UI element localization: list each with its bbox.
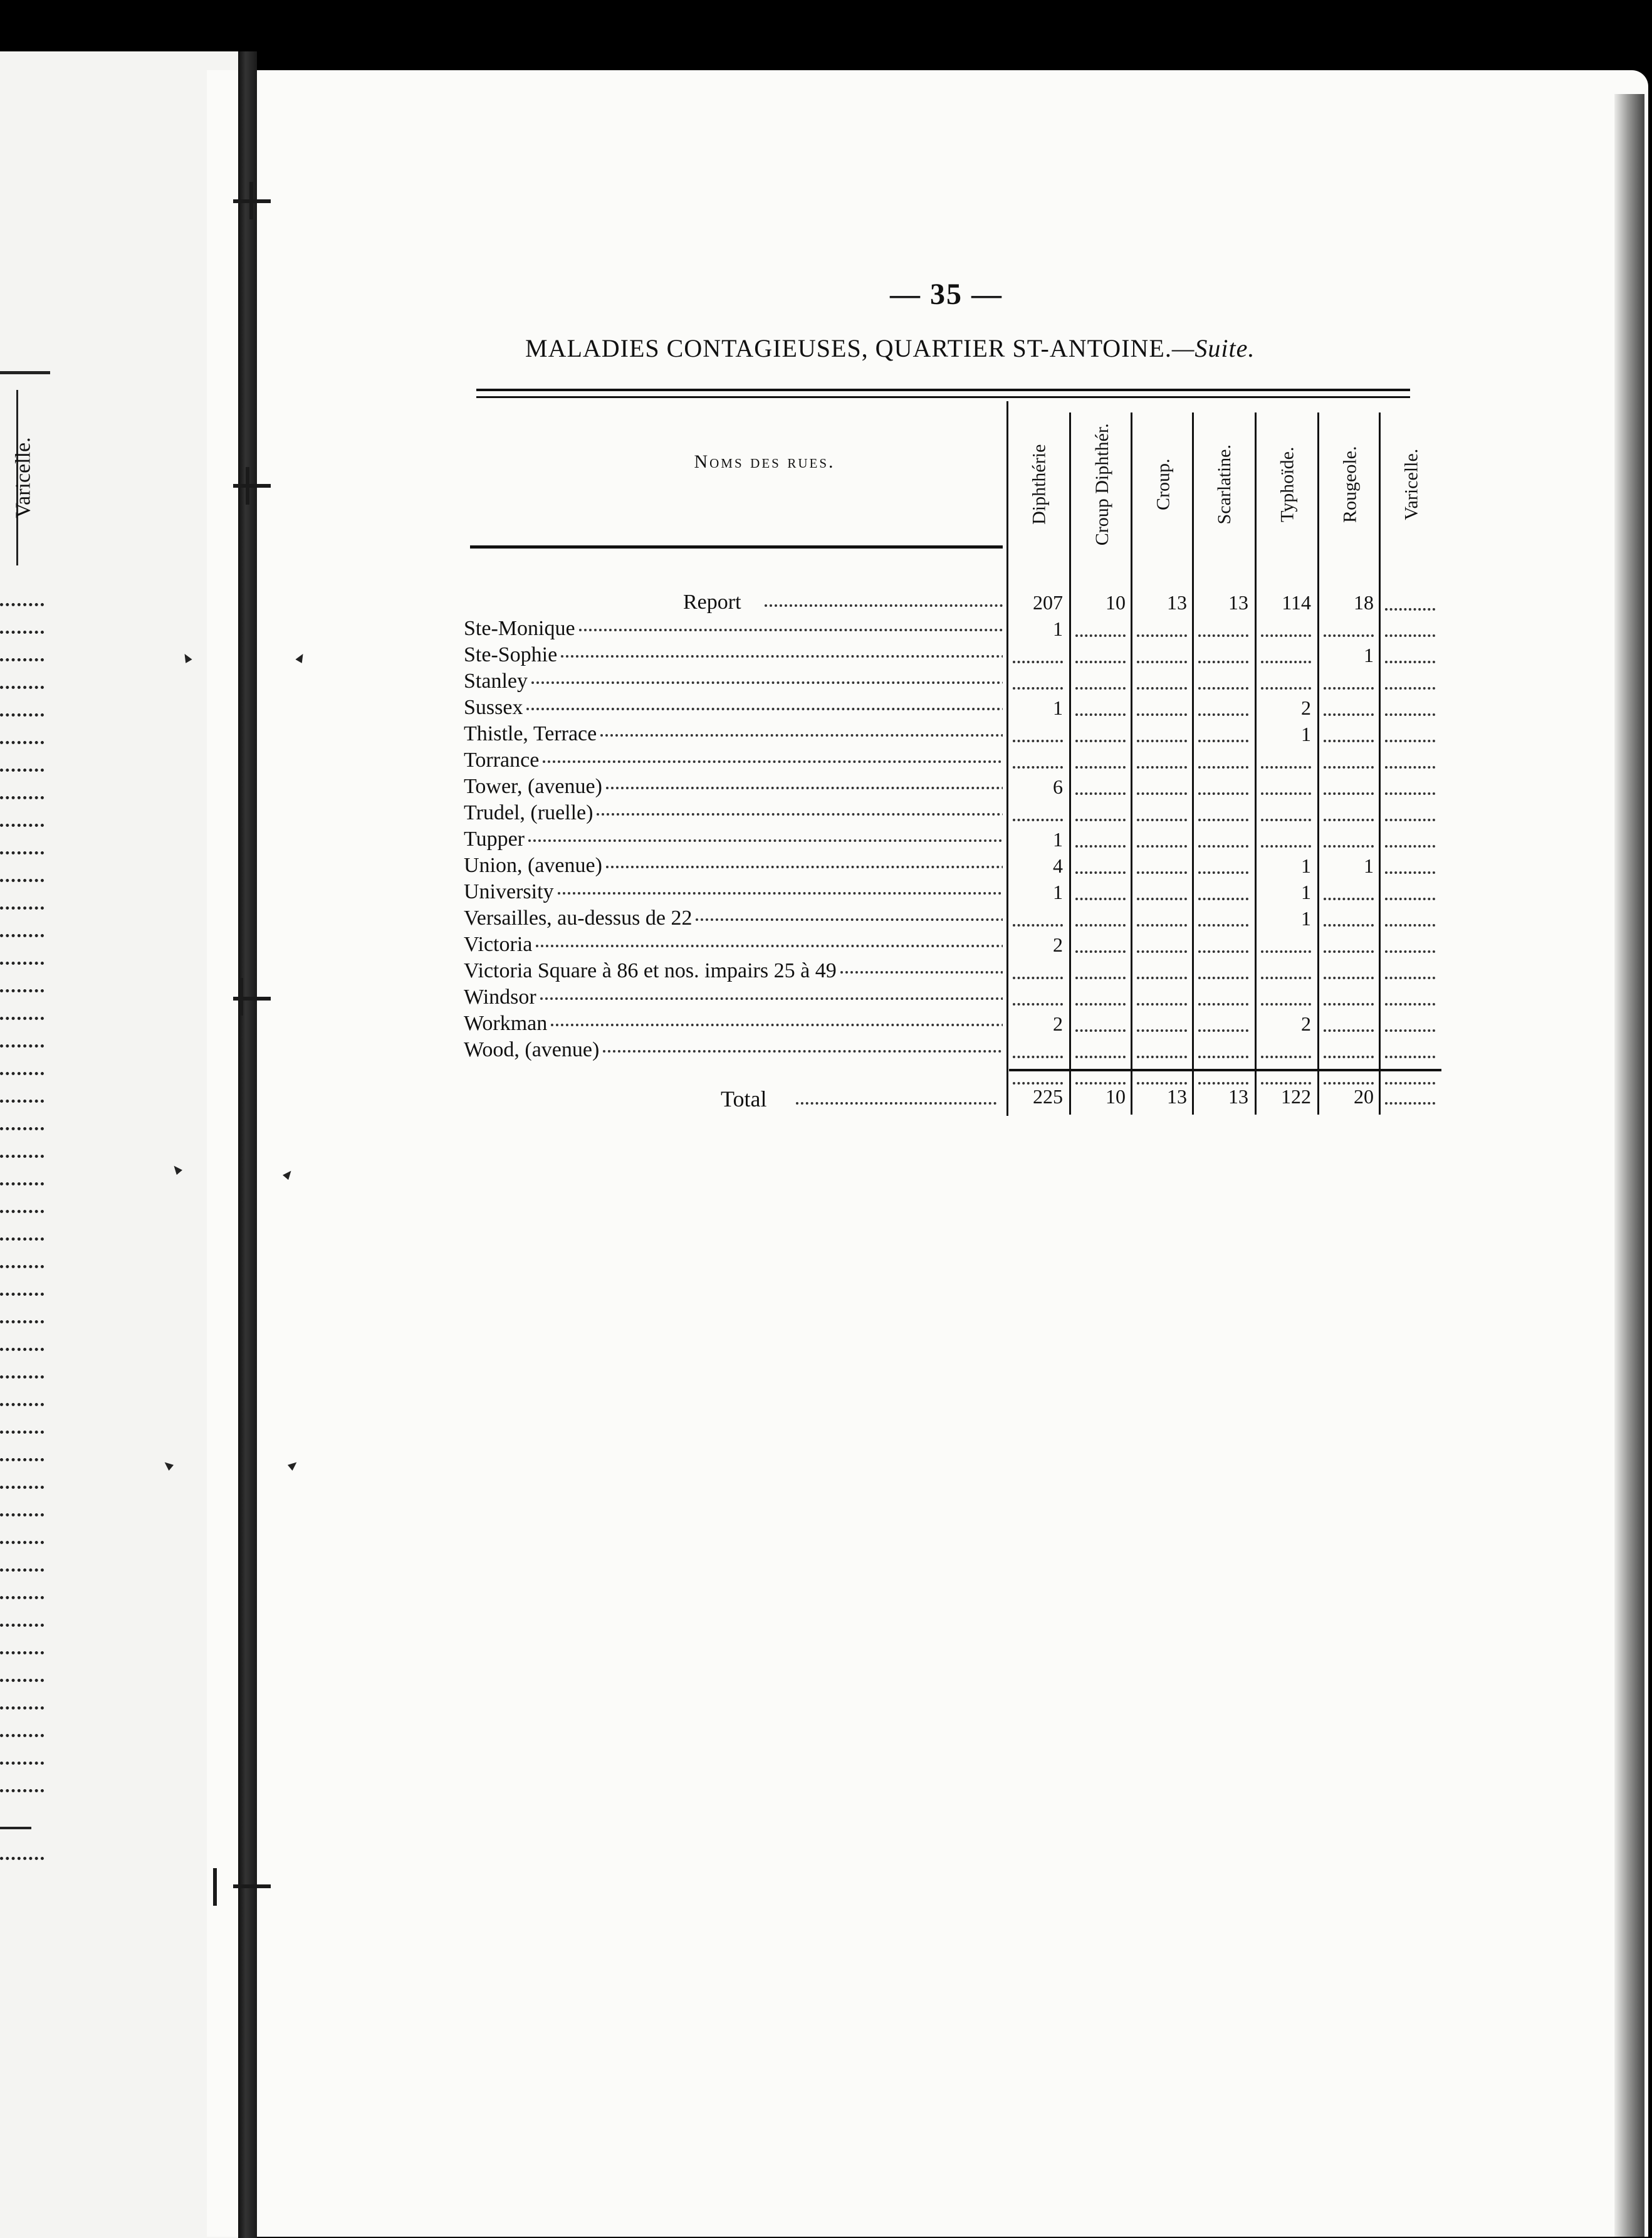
table-row [457,879,1404,905]
street-name-text: Tupper [464,827,525,851]
street-name [464,879,1003,905]
table-cell [1257,668,1315,695]
dot-leader [0,1265,44,1268]
street-name [464,774,1003,800]
street-name [464,826,1003,853]
dot-leader [696,918,1003,921]
table-cell [1009,668,1067,695]
dot-leader [0,1182,44,1185]
table-cell [1257,616,1315,642]
street-names-header-label: Noms des rues. [694,451,835,472]
column-header [1009,412,1069,557]
table-cell [1257,1037,1315,1063]
table-cell [1381,721,1439,747]
table-cell: 1 [1301,907,1311,930]
dot-leader [558,892,1003,895]
dot-leader [0,1210,44,1213]
table-cell [1381,800,1439,826]
street-name [464,616,1003,642]
table-cell [1072,642,1129,668]
dot-leader [0,1072,44,1075]
table-cell [1072,826,1129,853]
table-cell: 122 [1281,1085,1311,1108]
dot-leader [765,604,1003,607]
page-edge-shadow [1614,94,1644,2237]
table-row [457,747,1404,774]
table-cell [1133,800,1191,826]
dot-leader [840,971,1003,974]
dot-leader [528,839,1003,842]
left-total-rule [0,1827,31,1829]
table-cell [1381,774,1439,800]
table-cell [1133,932,1191,958]
dot-leader [0,1293,44,1296]
table-cell: 10 [1106,1085,1126,1108]
street-name-text: Sussex [464,696,523,719]
left-column-header [5,390,43,565]
table-cell [1381,589,1439,616]
table-cell [1009,642,1067,668]
title-suffix: —Suite. [1171,334,1255,362]
table-cell [1257,642,1315,668]
table-cell [1072,879,1129,905]
table-cell [1009,721,1067,747]
column-header [1320,412,1380,557]
dot-leader [0,1127,44,1130]
table-cell [1195,826,1252,853]
dot-leader [531,681,1003,684]
column-header-label: Croup. [1153,458,1174,511]
street-name-text: Windsor [464,985,536,1009]
street-name [464,853,1003,879]
table-cell [1133,905,1191,932]
total-label: Total [721,1086,767,1111]
dot-leader [0,658,44,661]
table-cell [1257,958,1315,984]
table-cell [1320,1037,1378,1063]
table-cell [1195,932,1252,958]
binding-stitch [233,997,271,1001]
table-row [457,642,1404,668]
table-cell [1257,984,1315,1011]
left-column-header-label: Varicelle. [12,437,35,518]
table-cell [1133,616,1191,642]
dot-leader [603,1050,1003,1053]
street-name-text: Union, (avenue) [464,854,602,877]
dot-leader [0,1486,44,1489]
dot-leader [606,787,1003,789]
table-row [457,695,1404,721]
dot-leader [597,813,1003,816]
table-cell [1381,879,1439,905]
table-cell [1072,668,1129,695]
dot-leader [0,1431,44,1434]
dot-leader [0,1044,44,1048]
table-cell [1072,1011,1129,1037]
column-header-label: Scarlatine. [1214,444,1235,525]
table-cell [1320,800,1378,826]
dot-leader [540,997,1003,1000]
column-header [1133,412,1193,557]
table-cell [1195,1037,1252,1063]
table-cell [1381,1083,1439,1110]
dot-leader [0,769,44,772]
dot-leader [579,629,1003,631]
table-cell [1009,958,1067,984]
page-number: — 35 — [890,278,1003,311]
table-cell [1072,932,1129,958]
table-cell [1133,853,1191,879]
table-cell [1009,800,1067,826]
table-cell: 2 [1301,696,1311,719]
dot-leader [0,1706,44,1710]
dot-leader [0,824,44,827]
previous-page-edge [0,51,242,2238]
street-name [464,668,1003,695]
table-cell [1320,879,1378,905]
dot-leader [0,741,44,744]
street-names-header [639,451,890,473]
street-name-text: Torrance [464,749,540,772]
dot-leader [0,879,44,882]
dot-leader [0,1734,44,1737]
table-cell [1257,774,1315,800]
table-cell [1133,695,1191,721]
table-cell: 4 [1053,854,1063,877]
dot-leader [0,1857,44,1860]
table-cell [1320,905,1378,932]
dot-leader [0,1541,44,1544]
street-name-text: Tower, (avenue) [464,775,602,798]
binding-stitch [233,1884,271,1888]
table-cell: 18 [1354,591,1374,614]
dot-leader [0,1624,44,1627]
table-cell [1009,905,1067,932]
table-cell [1195,1011,1252,1037]
book-gutter [238,51,257,2238]
dot-leader [0,1679,44,1682]
table-cell [1381,695,1439,721]
table-cell [1195,984,1252,1011]
table-cell [1072,616,1129,642]
dot-leader [0,1375,44,1379]
street-name-text: Stanley [464,670,528,693]
table-cell: 20 [1354,1085,1374,1108]
table-row [457,616,1404,642]
column-header [1072,412,1132,557]
page-title [525,334,1365,363]
table-cell [1195,747,1252,774]
street-name [464,721,1003,747]
table-cell [1133,774,1191,800]
table-cell [1195,800,1252,826]
street-name [464,932,1003,958]
table-cell: 13 [1228,591,1248,614]
street-name-text: University [464,880,554,903]
table-cell [1195,853,1252,879]
table-cell [1381,826,1439,853]
dot-leader [536,945,1003,947]
table-cell: 114 [1282,591,1311,614]
table-cell: 10 [1106,591,1126,614]
street-name-text: Victoria [464,933,533,956]
table-cell [1381,958,1439,984]
table-cell [1133,958,1191,984]
street-name [464,695,1003,721]
title-main: MALADIES CONTAGIEUSES, QUARTIER ST-ANTOINE. [525,334,1172,362]
table-cell [1195,905,1252,932]
table-cell [1381,747,1439,774]
total-row [457,1083,1404,1115]
street-name [464,747,1003,774]
street-name-text: Ste-Sophie [464,643,558,666]
dot-leader [0,906,44,910]
table-cell [1257,826,1315,853]
table-cell [1381,668,1439,695]
table-cell [1133,984,1191,1011]
table-row [457,668,1404,695]
table-cell [1133,826,1191,853]
table-cell [1133,721,1191,747]
street-name-text: Workman [464,1012,548,1035]
table-row [457,1011,1404,1037]
table-cell [1320,721,1378,747]
table-cell [1320,747,1378,774]
table-cell: 207 [1033,591,1063,614]
dot-leader [543,760,1003,763]
table-cell [1320,774,1378,800]
column-header-label: Croup Diphthér. [1091,423,1112,546]
table-cell: 13 [1167,1085,1187,1108]
table-cell [1072,721,1129,747]
dot-leader [0,851,44,854]
dot-leader [561,655,1003,658]
table-cell [1072,1037,1129,1063]
binding-stitch-mark [213,1868,217,1906]
dot-leader [606,866,1003,868]
dot-leader [0,1651,44,1654]
dot-leader [0,962,44,965]
street-name-text: Ste-Monique [464,617,575,640]
table-cell [1320,932,1378,958]
column-header [1195,412,1255,557]
dot-leader [0,686,44,689]
table-row [457,932,1404,958]
dot-leader [0,1348,44,1351]
dot-leader [0,1100,44,1103]
left-header-rule [0,371,50,374]
dot-leader [551,1024,1003,1026]
table-cell [1320,668,1378,695]
report-row [457,589,1404,616]
table-cell [1009,984,1067,1011]
table-cell: 1 [1364,644,1374,666]
street-name-text: Trudel, (ruelle) [464,801,593,824]
street-name-text: Wood, (avenue) [464,1038,600,1061]
column-header [1257,412,1317,557]
table-cell [1320,616,1378,642]
table-cell: 2 [1301,1012,1311,1035]
table-cell: 1 [1301,723,1311,745]
title-double-rule [476,389,1410,398]
table-cell [1072,747,1129,774]
table-cell [1195,721,1252,747]
binding-stitch-mark [249,182,253,219]
table-cell: 1 [1053,696,1063,719]
dot-leader [0,713,44,717]
dot-leader [600,734,1003,737]
table-row [457,800,1404,826]
binding-stitch-mark [239,978,243,1016]
table-row [457,958,1404,984]
column-header-label: Varicelle. [1401,448,1422,521]
table-cell [1257,747,1315,774]
table-cell [1072,853,1129,879]
table-cell [1195,616,1252,642]
table-cell: 6 [1053,775,1063,798]
dot-leader [0,1762,44,1765]
table-row [457,826,1404,853]
table-row [457,984,1404,1011]
table-cell [1133,1011,1191,1037]
table-cell [1072,800,1129,826]
dot-leader [0,1789,44,1792]
dot-leader [0,1017,44,1020]
table-row [457,905,1404,932]
table-cell: 2 [1053,933,1063,956]
column-header-label: Diphthérie [1028,444,1050,525]
table-cell [1381,642,1439,668]
dot-leader [0,1403,44,1406]
dot-leader [0,1568,44,1572]
table-cell [1133,642,1191,668]
table-cell [1072,905,1129,932]
table-cell [1133,747,1191,774]
street-name [464,958,1003,984]
table-cell [1320,958,1378,984]
dot-leader [0,1237,44,1241]
column-header-label: Typhoïde. [1277,446,1298,523]
table-cell [1381,905,1439,932]
table-cell [1195,879,1252,905]
dot-leader [0,1458,44,1461]
table-cell: 1 [1053,828,1063,851]
table-cell [1009,1037,1067,1063]
table-cell [1072,774,1129,800]
table-row [457,721,1404,747]
table-row [457,1037,1404,1063]
street-name-text: Versailles, au-dessus de 22 [464,906,693,930]
dot-leader [0,934,44,937]
table-cell: 1 [1301,854,1311,877]
table-cell [1320,826,1378,853]
table-cell: 225 [1033,1085,1063,1108]
table-cell [1072,984,1129,1011]
table-row [457,774,1404,800]
street-name [464,905,1003,932]
table-cell: 13 [1167,591,1187,614]
dot-leader [0,631,44,634]
street-name [464,984,1003,1011]
table-row [457,853,1404,879]
table-cell [1195,668,1252,695]
street-name [464,642,1003,668]
column-header-label: Rougeole. [1339,446,1361,523]
table-cell: 1 [1364,854,1374,877]
table-cell [1257,800,1315,826]
table-cell [1257,932,1315,958]
street-name [464,1037,1003,1063]
table-cell [1009,747,1067,774]
total-rule [1009,1069,1441,1071]
table-cell [1195,958,1252,984]
table-cell [1133,668,1191,695]
table-cell [1072,695,1129,721]
dot-leader [0,603,44,606]
table-cell [1320,984,1378,1011]
table-cell [1381,1037,1439,1063]
table-cell [1320,695,1378,721]
report-label: Report [683,591,741,614]
street-name [464,800,1003,826]
dot-leader [0,796,44,799]
street-name-text: Victoria Square à 86 et nos. impairs 25 à 49 [464,959,837,982]
table-cell [1381,1011,1439,1037]
street-name [464,1011,1003,1037]
table-cell [1195,695,1252,721]
binding-stitch [233,484,271,488]
table-cell [1195,642,1252,668]
dot-leader [0,1596,44,1599]
column-header [1381,412,1441,557]
table-cell [1381,984,1439,1011]
table-cell: 2 [1053,1012,1063,1035]
dot-leader [0,989,44,992]
dot-leader [796,1102,996,1105]
table-cell [1072,958,1129,984]
table-cell [1320,1011,1378,1037]
table-cell [1195,774,1252,800]
table-cell [1381,932,1439,958]
dot-leader [526,708,1003,710]
table-cell: 1 [1053,617,1063,640]
table-cell: 1 [1301,881,1311,903]
table-cell [1381,853,1439,879]
dot-leader [0,1513,44,1516]
table-cell: 13 [1228,1085,1248,1108]
binding-stitch-mark [246,467,249,505]
table-cell [1133,1037,1191,1063]
table-cell: 1 [1053,881,1063,903]
street-name-text: Thistle, Terrace [464,722,597,745]
table-cell [1381,616,1439,642]
dot-leader [0,1155,44,1158]
table-cell [1133,879,1191,905]
dot-leader [0,1320,44,1323]
header-rule [470,545,1003,549]
